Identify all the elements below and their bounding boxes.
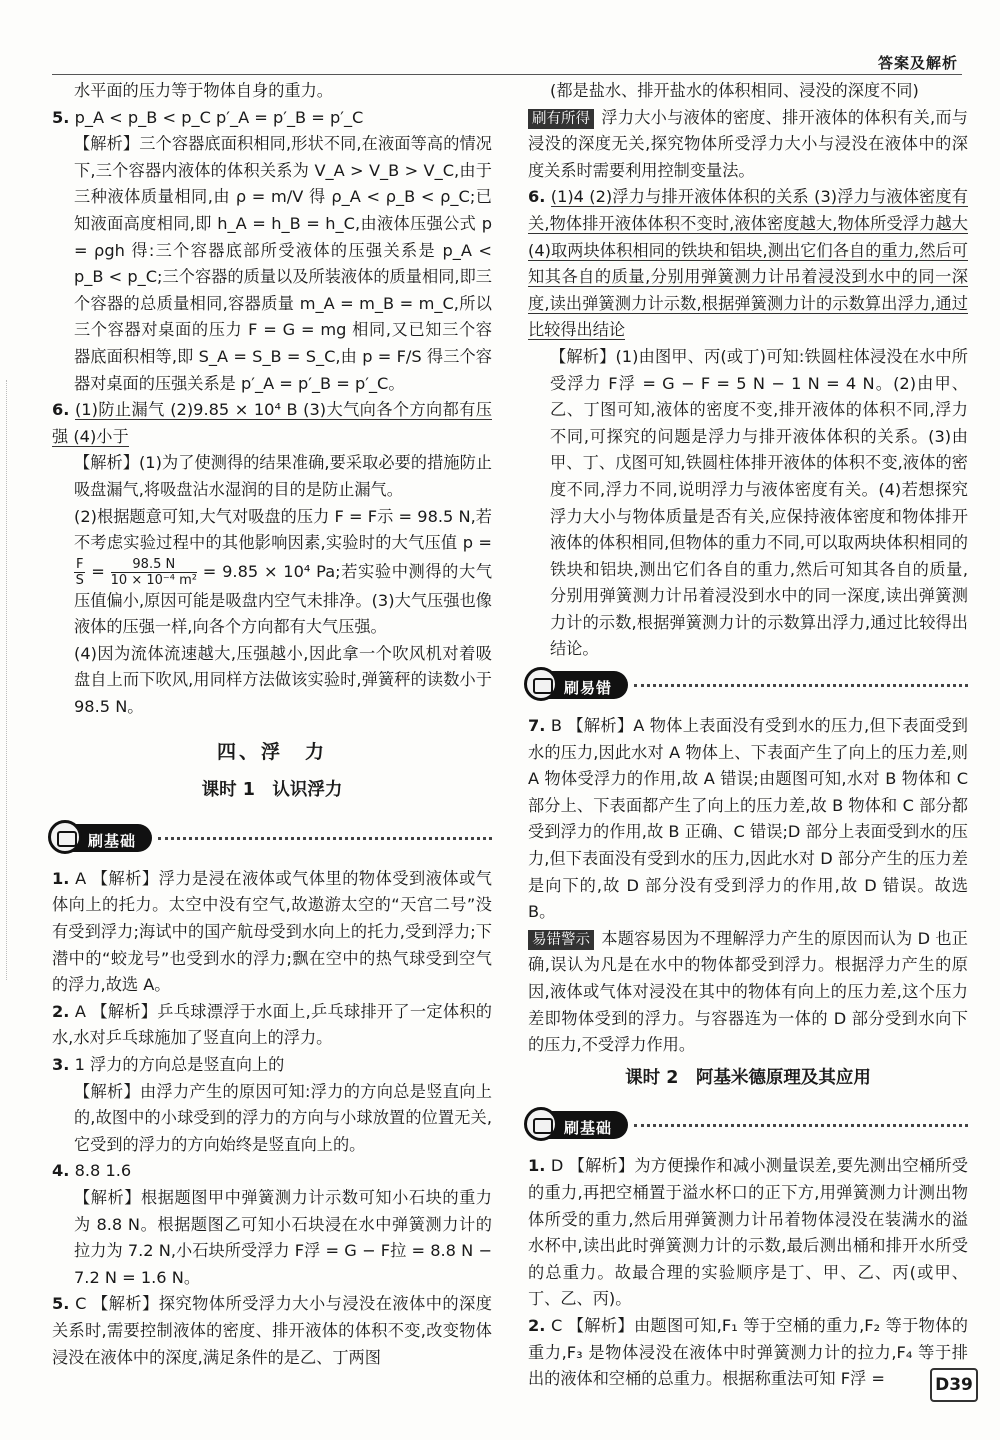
right-continuation: (都是盐水、排开盐水的体积相同、浸没的深度不同) [550, 81, 919, 100]
q6-explanation-2 [52, 504, 492, 641]
b1-answer: 1. A 【解析】浮力是浸在液体或气体里的物体受到液体或气体向上的托力。太空中没有空气,故遨游太空的“天宫二号”没有受到浮力;海试中的国产航母受到水向上的托力,受到浮力;下潜中的“蛟龙号”也受到水的浮力;飘在空中的热气球受到空气的浮力,故选 A。 [52, 868, 492, 995]
tag-gain: 刷有所得 [528, 109, 594, 129]
banner-basics-1: 刷基础 [52, 822, 492, 856]
gain-note: 刷有所得 浮力大小与液体的密度、排开液体的体积有关,而与浸没的深度无关,探究物体所受浮力大小与浸没在液体中的深度关系时需要利用控制变量法。 [528, 107, 968, 180]
right-column [528, 78, 968, 1393]
q6-exp-2b: = 9.85 × 10⁴ Pa;若实验中测得的大气压值偏小,原因可能是吸盘内空气未排净。(3)大气压强也像液体的压强一样,向各个方向都有大气压强。 [74, 561, 493, 637]
c1-answer: 1. D 【解析】为方便操作和减小测量误差,要先测出空桶所受的重力,再把空桶置于溢水杯口的正下方,用弹簧测力计测出物体所受的重力,然后用弹簧测力计吊着物体浸没在装满水的溢水杯中,读出此时弹簧测力计的示数,最后测出桶和排开水所受的总重力。故最合理的实验顺序是丁、甲、乙、丙(或甲、丁、乙、丙)。 [528, 1156, 968, 1309]
b5-answer: 5. C 【解析】探究物体所受浮力大小与浸没在液体中的深度关系时,需要控制液体的密度、排开液体的体积不变,改变物体浸没在液体中的深度,满足条件的是乙、丁两图 [52, 1294, 492, 1367]
banner-errors: 刷易错 [528, 669, 968, 703]
q5-number: 5. [52, 107, 70, 127]
brush-badge-icon [524, 667, 558, 701]
b3-answer: 3. 1 浮力的方向总是竖直向上的 [52, 1055, 285, 1074]
left-continuation: 水平面的压力等于物体自身的重力。 [74, 81, 333, 100]
q5-explanation: 【解析】三个容器底面积相同,形状不同,在液面等高的情况下,三个容器内液体的体积关系为 V_A > V_B > V_C,由于三种液体质量相同,由 ρ = m/V 得 ρ_A < ρ_B < ρ_C;已知液面高度相同,即 h_A = h_B = h_C,由液体压强公式 p = ρgh 得:三个容器底部所受液体的压强关系是 p_A < p_B < p_C;三个容器的质量以及所装液体的质量相同,即三个容器的总质量相同,容器质量 m_A = m_B = m_C,所以三个容器对桌面的压力 F = G = mg 相同,又已知三个容器底面积相等,即 S_A = S_B = S_C,由 p = F/S 得三个容器对桌面的压强关系是 p′_A = p′_B = p′_C。 [74, 134, 492, 393]
banner-basics-2: 刷基础 [528, 1109, 968, 1143]
q6-explanation-1: 【解析】(1)为了使测得的结果准确,要采取必要的措施防止吸盘漏气,将吸盘沾水湿润的目的是防止漏气。 [74, 453, 492, 499]
fraction-value: $\frac{98.5 N}{\text{10 × 10⁻⁴ m²}}$ [110, 556, 197, 588]
r-q6-explanation: 【解析】(1)由图甲、丙(或丁)可知:铁圆柱体浸没在水中所受浮力 F浮 = G − F = 5 N − 1 N = 4 N。(2)由甲、乙、丁图可知,液体的密度不变,排开液体的体积不同,浮力不同,可探究的问题是浮力与排开液体体积的关系。(3)由甲、丁、戊图可知,铁圆柱体排开液体的体积不变,液体的密度不同,浮力不同,说明浮力与液体密度有关。(4)若想探究浮力大小与物体质量是否有关,应保持液体密度和物体排开液体的体积相同,但物体的重力不同,可以取两块体积相同的铁块和铝块,测出它们各自的重力,然后可知其各自的质量,分别用弹簧测力计吊着浸没到水中的同一深度,读出弹簧测力计的示数,根据弹簧测力计的示数算出浮力,通过比较得出结论。 [550, 346, 968, 659]
b2-answer: 2. A 【解析】乒乓球漂浮于水面上,乒乓球排开了一定体积的水,水对乒乓球施加了竖直向上的浮力。 [52, 1001, 492, 1048]
equals-sign: = [91, 561, 105, 581]
tag-warning: 易错警示 [528, 930, 594, 950]
q6-number: 6. [52, 400, 70, 420]
fraction-f-over-s: $\frac{F}{S}$ [75, 556, 84, 588]
q6-explanation-3: (4)因为流体流速越大,压强越小,因此拿一个吹风机对着吸盘自上而下吹风,用同样方法做该实验时,弹簧秤的读数小于98.5 N。 [74, 643, 492, 717]
left-column [52, 78, 492, 1371]
binding-margin [6, 380, 11, 980]
lesson-1-title: 课时 1 认识浮力 [201, 780, 343, 801]
q6-answer [52, 397, 492, 450]
b4-answer: 4. 8.8 1.6 [52, 1161, 132, 1181]
q5-answer [52, 105, 492, 132]
q5-answer-text: p_A < p_B < p_C p′_A = p′_B = p′_C [74, 107, 364, 127]
c2-answer: 2. C 【解析】由题图可知,F₁ 等于空桶的重力,F₂ 等于物体的重力,F₃ 是物体浸没在液体中时弹簧测力计的拉力,F₄ 等于排出的液体和空桶的总重力。根据称重法可知 F浮 = [528, 1315, 968, 1389]
section-title: 四、浮 力 [216, 740, 327, 763]
q6-answer-text: (1)防止漏气 (2)9.85 × 10⁴ B (3)大气向各个方向都有压强 (4)小于 [52, 400, 492, 446]
b4-explanation: 【解析】根据题图甲中弹簧测力计示数可知小石块的重力为 8.8 N。根据题图乙可知小石块浸在水中弹簧测力计的拉力为 7.2 N,小石块所受浮力 F浮 = G − F拉 = 8.8 N − 7.2 N = 1.6 N。 [74, 1187, 492, 1287]
q7-answer: 7. B 【解析】A 物体上表面没有受到水的压力,但下表面受到水的压力,因此水对 A 物体上、下表面产生了向上的压力差,则 A 物体受浮力的作用,故 A 错误;由题图可知,水对 B 物体和 C 部分上、下表面都产生了向上的压力差,故 B 物体和 C 部分都受到浮力的作用,故 B 正确、C 错误;D 部分上表面受到水的压力,但下表面没有受到水的压力,因此水对 D 部分产生的压力差是向下的,故 D 部分没有受到浮力的作用,故 D 错误。故选 B。 [528, 716, 968, 922]
q6-exp-2a: (2)根据题意可知,大气对吸盘的压力 F = F示 = 98.5 N,若不考虑实验过程中的其他影响因素,实验时的大气压值 p = [74, 506, 492, 553]
r-q6-answer: 6. (1)4 (2)浮力与排开液体体积的关系 (3)浮力与液体密度有关,物体排开液体体积不变时,液体密度越大,物体所受浮力越大 (4)取两块体积相同的铁块和铝块,测出它们各自的重力,然后可知其各自的质量,分别用弹簧测力计吊着浸没到水中的同一深度,读出弹簧测力计示数,根据弹簧测力计的示数算出浮力,通过比较得出结论 [528, 187, 968, 340]
running-header: 答案及解析 [877, 54, 958, 72]
lesson-2-title: 课时 2 阿基米德原理及其应用 [625, 1067, 871, 1088]
b3-explanation: 【解析】由浮力产生的原因可知:浮力的方向总是竖直向上的,故图中的小球受到的浮力的方向与小球放置的位置无关,它受到的浮力的方向始终是竖直向上的。 [74, 1081, 492, 1154]
page-number: D39 [930, 1368, 978, 1402]
error-warning: 易错警示 本题容易因为不理解浮力产生的原因而认为 D 也正确,误认为凡是在水中的物体都受到浮力。根据浮力产生的原因,液体或气体对浸没在其中的物体有向上的压力差,这个压力差即物体受到的浮力。与容器连为一体的 D 部分受到水向下的压力,不受浮力作用。 [528, 928, 968, 1055]
header-rule [52, 74, 962, 75]
brush-badge-icon [48, 820, 82, 854]
